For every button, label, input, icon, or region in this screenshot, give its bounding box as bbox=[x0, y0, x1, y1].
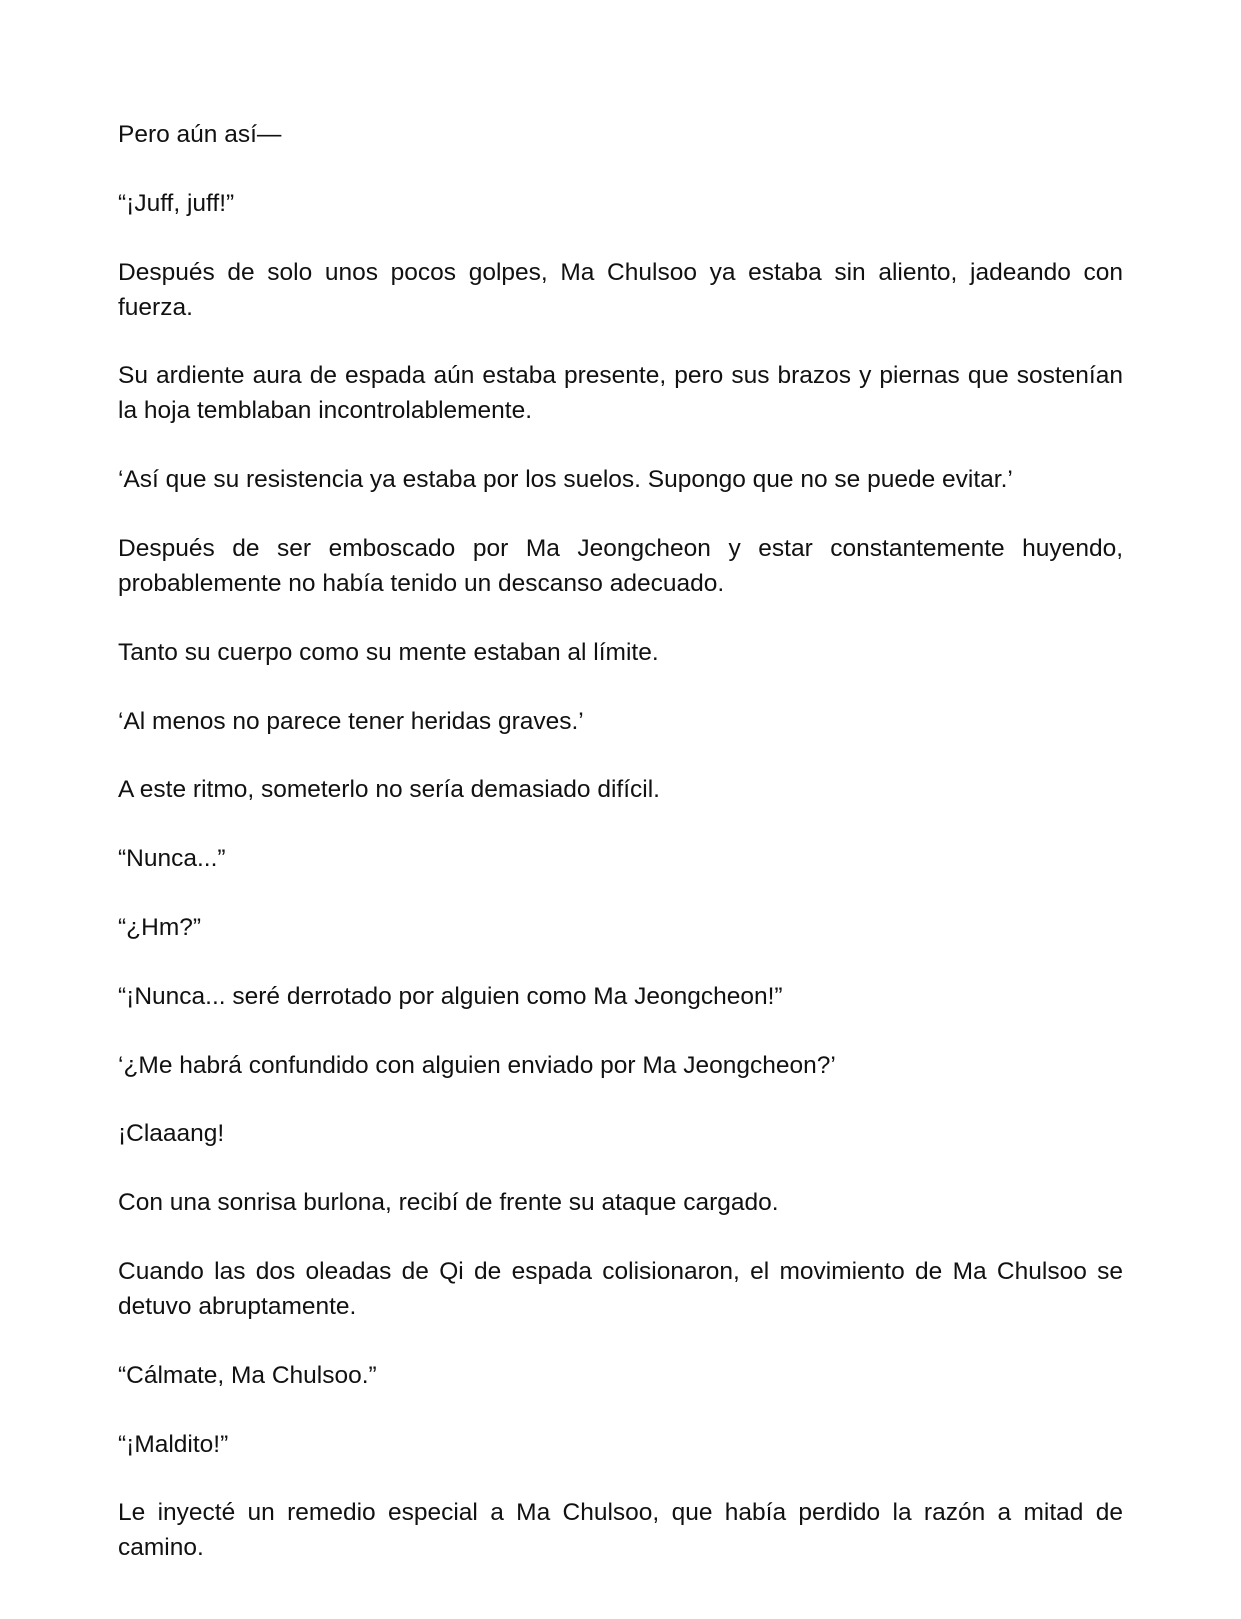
paragraph: “¿Hm?” bbox=[118, 913, 202, 941]
paragraph: Con una sonrisa burlona, recibí de frente su ataque cargado. bbox=[118, 1189, 779, 1217]
paragraph: Le inyecté un remedio especial a Ma Chulsoo, que había perdido la razón a mitad de camino. bbox=[118, 1499, 1123, 1562]
paragraph: ‘¿Me habrá confundido con alguien enviado por Ma Jeongcheon?’ bbox=[118, 1051, 836, 1079]
paragraph: Su ardiente aura de espada aún estaba presente, pero sus brazos y piernas que sostenían la hoja temblaban incontrolablemente. bbox=[118, 362, 1123, 425]
paragraph: Pero aún así— bbox=[118, 121, 282, 148]
paragraph: ‘Al menos no parece tener heridas graves.’ bbox=[118, 707, 584, 735]
paragraph: Cuando las dos oleadas de Qi de espada colisionaron, el movimiento de Ma Chulsoo se detuvo abruptamente. bbox=[118, 1257, 1123, 1320]
paragraph: Después de ser emboscado por Ma Jeongcheon y estar constantemente huyendo, probablemente no había tenido un descanso adecuado. bbox=[118, 534, 1123, 597]
paragraph: “¡Nunca... seré derrotado por alguien como Ma Jeongcheon!” bbox=[118, 982, 783, 1010]
document-body bbox=[118, 117, 1123, 1565]
paragraph: ¡Claaang! bbox=[118, 1120, 225, 1148]
paragraph: “Cálmate, Ma Chulsoo.” bbox=[118, 1361, 377, 1389]
paragraph: “¡Maldito!” bbox=[118, 1430, 229, 1458]
paragraph: ‘Así que su resistencia ya estaba por los suelos. Supongo que no se puede evitar.’ bbox=[118, 466, 1013, 494]
paragraph: Tanto su cuerpo como su mente estaban al límite. bbox=[118, 638, 659, 666]
paragraph: A este ritmo, someterlo no sería demasiado difícil. bbox=[118, 776, 660, 804]
paragraph: “¡Juff, juff!” bbox=[118, 189, 235, 217]
paragraph: Después de solo unos pocos golpes, Ma Chulsoo ya estaba sin aliento, jadeando con fuerza. bbox=[118, 258, 1123, 321]
paragraph: “Nunca...” bbox=[118, 845, 226, 873]
